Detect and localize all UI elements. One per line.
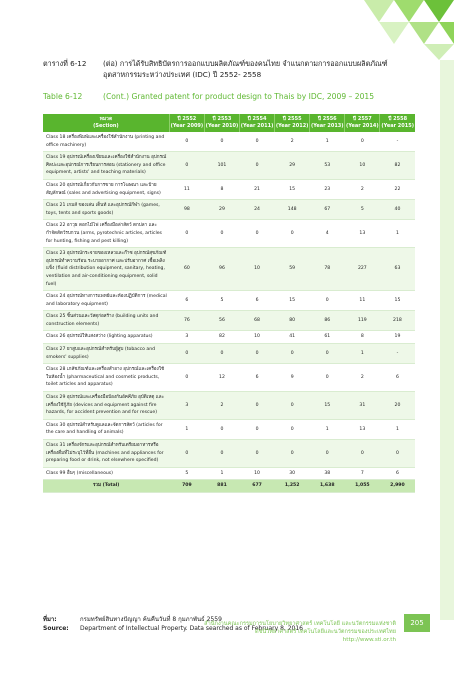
cell-value: 8 [204,179,239,199]
total-value: 709 [169,480,204,493]
cell-value: 8 [345,331,380,344]
cell-value: 67 [310,200,345,220]
table-row [43,311,415,331]
cell-value: 1 [345,344,380,364]
header-year: ปี 2554 (Year 2011) [240,114,275,132]
table-row [43,364,415,392]
cell-value: 56 [204,311,239,331]
table-row [43,344,415,364]
cell-value: 15 [380,291,415,311]
cell-value: 29 [204,200,239,220]
cell-value: 22 [380,179,415,199]
cell-value: 0 [310,344,345,364]
table-title-thai [43,58,413,80]
cell-value: 0 [204,419,239,439]
cell-value: 9 [275,364,310,392]
footer-url[interactable]: http://www.sti.or.th [342,637,396,643]
cell-value: 0 [169,220,204,248]
table-row [43,331,415,344]
cell-value: 0 [169,132,204,152]
cell-value: 0 [275,392,310,420]
cell-value: 19 [380,331,415,344]
cell-value: 0 [240,344,275,364]
source-label-english: Source: [43,625,69,632]
page-footer [204,620,396,644]
cell-value: 23 [310,179,345,199]
cell-value: 29 [275,152,310,180]
cell-value: 0 [240,419,275,439]
cell-value: 13 [345,419,380,439]
cell-value: 0 [310,364,345,392]
total-label: รวม (Total) [43,480,169,493]
cell-value: 11 [345,291,380,311]
table-number-thai: ตารางที่ 6-12 [43,59,87,68]
cell-value: 0 [345,440,380,468]
cell-value: 5 [345,200,380,220]
footer-organization: สำนักงานคณะกรรมการนโยบายวิทยาศาสตร์ เทคโนโลยี และนวัตกรรมแห่งชาติ [204,621,396,627]
side-band [440,60,454,620]
cell-value: 10 [345,152,380,180]
cell-value: 15 [275,179,310,199]
cell-value: 0 [240,132,275,152]
total-value: 1,055 [345,480,380,493]
total-value: 677 [240,480,275,493]
row-label: Class 29 อุปกรณ์และเครื่องมือป้องกันอัคคีภัย อุบัติเหตุ และเครื่องใช้กู้ภัย (devices and equipment against fire hazards, for accident prevention and for rescue) [43,392,169,420]
header-year: ปี 2558 (Year 2015) [380,114,415,132]
cell-value: 98 [169,200,204,220]
cell-value: 3 [169,331,204,344]
cell-value: 1 [380,419,415,439]
row-label: Class 20 อุปกรณ์เกี่ยวกับการขาย การโฆษณา และป้ายสัญลักษณ์ (sales and advertising equipment, signs) [43,179,169,199]
row-label: Class 24 อุปกรณ์ทางการแพทย์และห้องปฏิบัติการ (medical and laboratory equipment) [43,291,169,311]
table-row [43,419,415,439]
cell-value: 0 [169,152,204,180]
cell-value: 41 [275,331,310,344]
cell-value: - [380,132,415,152]
cell-value: 11 [169,179,204,199]
table-body [43,132,415,492]
cell-value: 1 [310,132,345,152]
patent-table [43,114,415,493]
total-value: 1,252 [275,480,310,493]
table-row [43,291,415,311]
source-text-thai: กรมทรัพย์สินทางปัญญา ค้นคืนวันที่ 8 กุมภาพันธ์ 2559 [80,616,222,623]
cell-value: 6 [380,467,415,480]
row-label: Class 18 เครื่องพิมพ์และเครื่องใช้สำนักงาน (printing and office machinery) [43,132,169,152]
cell-value: 148 [275,200,310,220]
row-label: Class 22 อาวุธ ดอกไม้ไฟ เครื่องมือล่าสัตว์ ตกปลา และกำจัดสัตว์รบกวน (arms, pyrotechnic articles, articles for hunting, fishing and pest killing) [43,220,169,248]
cell-value: 6 [169,291,204,311]
cell-value: 119 [345,311,380,331]
cell-value: 101 [204,152,239,180]
cell-value: 4 [310,220,345,248]
cell-value: 80 [275,311,310,331]
table-row [43,248,415,291]
row-label: Class 25 ชิ้นส่วนและวัสดุก่อสร้าง (building units and construction elements) [43,311,169,331]
cell-value: 0 [275,344,310,364]
cell-value: 218 [380,311,415,331]
cell-value: 0 [380,440,415,468]
cell-value: 2 [345,364,380,392]
table-row [43,220,415,248]
cell-value: 2 [204,392,239,420]
cell-value: 0 [310,291,345,311]
cell-value: 5 [204,291,239,311]
row-label: Class 21 เกมส์ ของเล่น เต็นท์ และอุปกรณ์กีฬา (games, toys, tents and sports goods) [43,200,169,220]
cell-value: 24 [240,200,275,220]
total-value: 2,990 [380,480,415,493]
cell-value: 38 [310,467,345,480]
cell-value: 0 [275,220,310,248]
total-row [43,480,415,493]
cell-value: 68 [240,311,275,331]
source-text-english: Department of Intellectual Property. Data searched as of February 8, 2016 [80,625,303,632]
cell-value: 40 [380,200,415,220]
cell-value: 78 [310,248,345,291]
table-caption-english: (Cont.) Granted patent for product design to Thais by IDC, 2009 – 2015 [103,92,375,101]
row-label: Class 28 เภสัชภัณฑ์และเครื่องสำอาง อุปกรณ์และเครื่องใช้ในห้องน้ำ (pharmaceutical and cosmetic products, toilet articles and apparatus) [43,364,169,392]
header-section: หมวด (Section) [43,114,169,132]
header-year: ปี 2555 (Year 2012) [275,114,310,132]
cell-value: 6 [240,291,275,311]
cell-value: 2 [345,179,380,199]
cell-value: 10 [240,331,275,344]
cell-value: 0 [240,392,275,420]
footer-publication: ดัชนีวิทยาศาสตร์ เทคโนโลยีและนวัตกรรมของประเทศไทย [254,629,396,635]
table-header-row [43,114,415,132]
cell-value: 0 [310,440,345,468]
cell-value: 96 [204,248,239,291]
cell-value: 10 [240,248,275,291]
header-year: ปี 2553 (Year 2010) [204,114,239,132]
table-title-english [43,92,413,101]
cell-value: 53 [310,152,345,180]
cell-value: 61 [310,331,345,344]
cell-value: 0 [275,440,310,468]
source-label-thai: ที่มา: [43,616,57,623]
cell-value: 10 [240,467,275,480]
cell-value: 86 [310,311,345,331]
cell-value: - [380,344,415,364]
cell-value: 0 [204,440,239,468]
table-row [43,467,415,480]
page-number: 205 [404,614,430,632]
cell-value: 13 [345,220,380,248]
cell-value: 0 [204,220,239,248]
table-row [43,200,415,220]
cell-value: 0 [204,132,239,152]
cell-value: 21 [240,179,275,199]
cell-value: 227 [345,248,380,291]
total-value: 881 [204,480,239,493]
cell-value: 1 [169,419,204,439]
table-row [43,392,415,420]
header-year: ปี 2556 (Year 2013) [310,114,345,132]
row-label: Class 19 อุปกรณ์เครื่องเขียนและเครื่องใช้สำนักงาน อุปกรณ์ศิลปะและอุปกรณ์การเรียนการสอน (stationery and office equipment, artists' and teaching materials) [43,152,169,180]
cell-value: 6 [380,364,415,392]
cell-value: 5 [169,467,204,480]
row-label: Class 23 อุปกรณ์กระจายของเหลวและก๊าซ อุปกรณ์สุขภัณฑ์ อุปกรณ์ทำความร้อน ระบายอากาศ และปรับอากาศ เชื้อเพลิงแข็ง (fluid distribution equipment, sanitary, heating, ventilation and air-conditioning equipment, solid fuel) [43,248,169,291]
header-year: ปี 2552 (Year 2009) [169,114,204,132]
cell-value: 63 [380,248,415,291]
row-label: Class 27 ยาสูบและอุปกรณ์สำหรับผู้สูบ (tobacco and smokers' supplies) [43,344,169,364]
cell-value: 30 [275,467,310,480]
cell-value: 0 [240,152,275,180]
row-label: Class 99 อื่นๆ (miscellaneous) [43,467,169,480]
table-row [43,179,415,199]
table-row [43,152,415,180]
cell-value: 2 [275,132,310,152]
cell-value: 1 [204,467,239,480]
table-row [43,132,415,152]
cell-value: 0 [169,344,204,364]
table-caption-thai: (ต่อ) การได้รับสิทธิบัตรการออกแบบผลิตภัณฑ์ของคนไทย จำแนกตามการออกแบบผลิตภัณฑ์ อุตสาหกรรมระหว่างประเทศ (IDC) ปี 2552- 2558 [103,59,388,79]
header-year: ปี 2557 (Year 2014) [345,114,380,132]
cell-value: 0 [204,344,239,364]
cell-value: 15 [310,392,345,420]
cell-value: 0 [169,440,204,468]
cell-value: 0 [345,132,380,152]
cell-value: 7 [345,467,380,480]
row-label: Class 26 อุปกรณ์ให้แสงสว่าง (lighting apparatus) [43,331,169,344]
cell-value: 0 [240,220,275,248]
cell-value: 12 [204,364,239,392]
cell-value: 6 [240,364,275,392]
cell-value: 3 [169,392,204,420]
cell-value: 0 [275,419,310,439]
cell-value: 31 [345,392,380,420]
cell-value: 59 [275,248,310,291]
table-number-english: Table 6-12 [43,92,83,101]
cell-value: 76 [169,311,204,331]
decorative-triangles [334,0,454,60]
table-row [43,440,415,468]
cell-value: 82 [380,152,415,180]
row-label: Class 30 อุปกรณ์สำหรับดูแลและจัดการสัตว์ (articles for the care and handling of animals) [43,419,169,439]
total-value: 1,638 [310,480,345,493]
cell-value: 82 [204,331,239,344]
cell-value: 15 [275,291,310,311]
cell-value: 0 [169,364,204,392]
row-label: Class 31 เครื่องจักรและอุปกรณ์สำหรับเตรียมอาหารหรือเครื่องดื่มที่ไม่ระบุไว้ที่อื่น (machines and appliances for preparing food or drink, not elsewhere specified) [43,440,169,468]
cell-value: 1 [380,220,415,248]
cell-value: 20 [380,392,415,420]
cell-value: 0 [240,440,275,468]
cell-value: 1 [310,419,345,439]
cell-value: 60 [169,248,204,291]
